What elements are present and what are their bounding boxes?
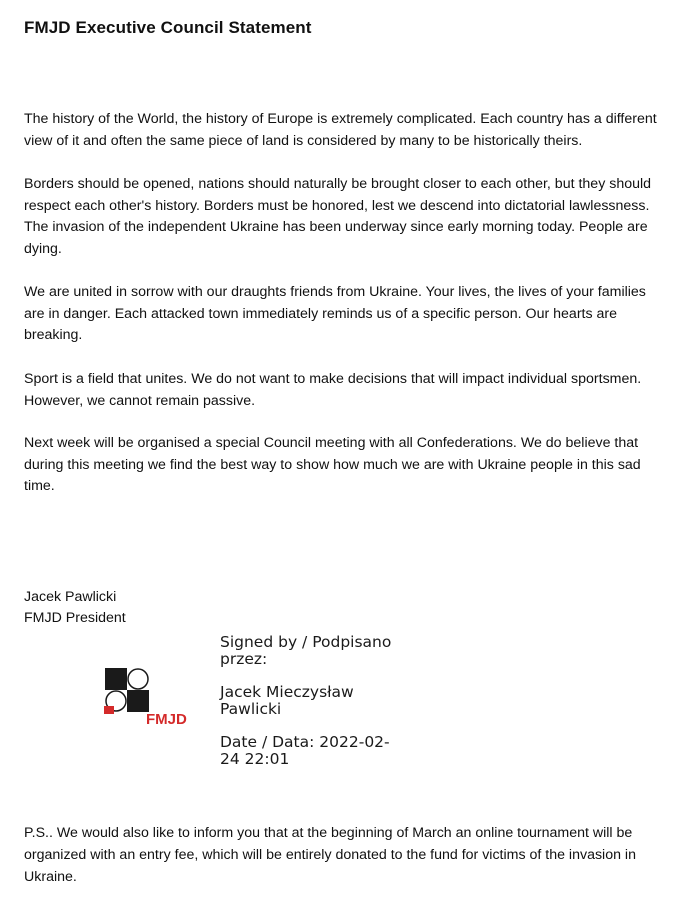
signer-name-line2: Pawlicki	[220, 699, 282, 718]
fmjd-logo-pieces-icon	[104, 668, 149, 714]
fmjd-logo	[104, 666, 204, 730]
signature-date-line1: Date / Data: 2022-02-	[220, 733, 390, 751]
signatory-name: Jacek Pawlicki	[24, 589, 117, 605]
signed-by-line2: przez:	[220, 649, 268, 668]
document-title: FMJD Executive Council Statement	[24, 18, 312, 37]
signatory-role: FMJD President	[24, 610, 126, 626]
digital-signature-block	[220, 634, 420, 767]
paragraph-sport: Sport is a field that unites. We do not want to make decisions that will impact individual sportsmen. However, we cannot remain passive.	[24, 371, 642, 409]
paragraph-council-meeting: Next week will be organised a special Council meeting with all Confederations. We do believe that during this meeting we find the best way to show how much we are with Ukraine people in this sad time.	[24, 435, 641, 494]
fmjd-logo-text: FMJD	[146, 711, 187, 728]
signature-date-line2: 24 22:01	[220, 749, 290, 768]
signer-name-line1: Jacek Mieczysław	[220, 683, 354, 701]
paragraph-borders: Borders should be opened, nations should naturally be brought closer to each other, but they should respect each other's history. Borders must be honored, lest we descend into dictatorial lawlessness. The invasion of the independent Ukraine has been underway since early morning today. People are dying.	[24, 176, 652, 257]
postscript: P.S.. We would also like to inform you that at the beginning of March an online tournament will be organized with an entry fee, which will be entirely donated to the fund for victims of the invasion in Ukraine.	[24, 825, 636, 885]
paragraph-sorrow: We are united in sorrow with our draughts friends from Ukraine. Your lives, the lives of your families are in danger. Each attacked town immediately reminds us of a specific person. Our hearts are breaking.	[24, 284, 646, 343]
paragraph-history: The history of the World, the history of Europe is extremely complicated. Each country has a different view of it and often the same piece of land is considered by many to be historically theirs.	[24, 111, 657, 149]
signed-by-line1: Signed by / Podpisano	[220, 633, 392, 651]
